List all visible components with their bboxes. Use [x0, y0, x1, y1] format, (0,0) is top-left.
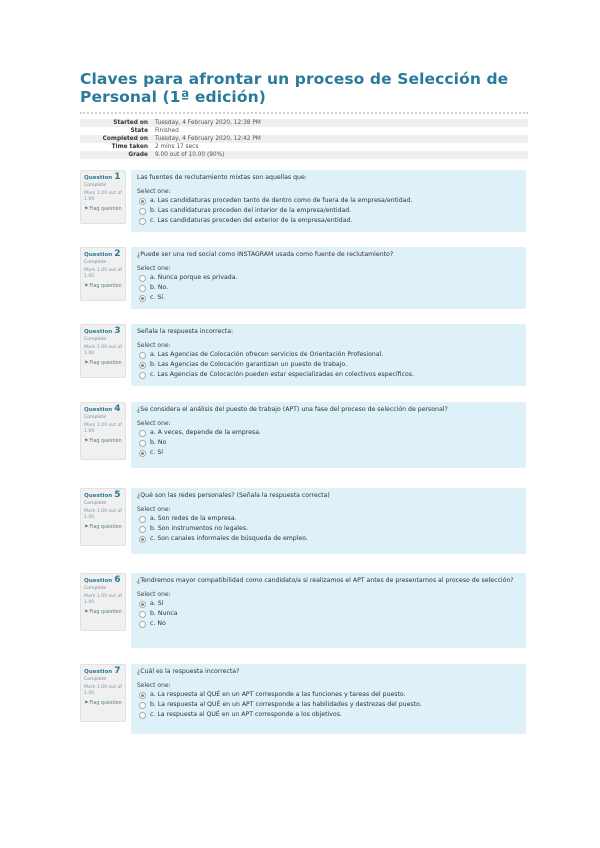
radio-button[interactable]	[139, 198, 146, 205]
answer-label: b. Nunca	[150, 610, 178, 617]
answer-label: c. Las Agencias de Colocación pueden estar especializadas en colectivos específicos.	[150, 371, 414, 378]
answer-label: a. Las candidaturas proceden tanto de dentro como de fuera de la empresa/entidad.	[150, 197, 413, 204]
radio-button[interactable]	[139, 621, 146, 628]
answer-label: b. Son instrumentos no legales.	[150, 525, 249, 532]
question-text: Las fuentes de reclutamiento mixtas son aquellas que:	[137, 174, 307, 181]
answer-option[interactable]	[137, 196, 520, 206]
question-mark: Mark 1.00 out of 1.00	[84, 191, 122, 202]
answer-list	[137, 599, 520, 629]
question-content	[131, 664, 526, 734]
answer-option[interactable]	[137, 609, 520, 619]
answer-list	[137, 350, 520, 380]
question-content	[131, 402, 526, 468]
answer-option[interactable]	[137, 534, 520, 544]
question-state: Complete	[84, 260, 107, 265]
question-number: Question 5	[84, 490, 121, 500]
flag-icon: ⚑	[84, 439, 89, 444]
summary-row-completed: Completed on Tuesday, 4 February 2020, 12:42 PM	[80, 135, 528, 143]
question-number: Question 4	[84, 404, 121, 414]
question-number: Question 6	[84, 575, 121, 585]
answer-option[interactable]	[137, 206, 520, 216]
answer-list	[137, 196, 520, 226]
radio-button[interactable]	[139, 526, 146, 533]
question-info	[80, 247, 126, 301]
answer-label: a. Son redes de la empresa.	[150, 515, 237, 522]
select-prompt: Select one:	[137, 591, 171, 598]
question-mark: Mark 1.00 out of 1.00	[84, 594, 122, 605]
question-info	[80, 324, 126, 378]
answer-option[interactable]	[137, 370, 520, 380]
answer-option[interactable]	[137, 283, 520, 293]
question-mark: Mark 1.00 out of 1.00	[84, 345, 122, 356]
answer-label: c. Sí.	[150, 294, 165, 301]
answer-list	[137, 428, 520, 458]
answer-label: c. Las candidaturas proceden del exterior de la empresa/entidad.	[150, 217, 353, 224]
question-content	[131, 324, 526, 386]
question-text: ¿Puede ser una red social como INSTAGRAM usada como fuente de reclutamiento?	[137, 251, 394, 258]
question-text: ¿Cuál es la respuesta incorrecta?	[137, 668, 240, 675]
answer-option[interactable]	[137, 438, 520, 448]
answer-label: c. No	[150, 620, 166, 627]
answer-list	[137, 690, 520, 720]
attempt-summary	[80, 119, 528, 159]
select-prompt: Select one:	[137, 342, 171, 349]
answer-option[interactable]	[137, 619, 520, 629]
radio-button[interactable]	[139, 218, 146, 225]
answer-label: b. No	[150, 439, 167, 446]
question-number: Question 1	[84, 172, 121, 182]
answer-label: c. La respuesta al QUÉ en un APT corresponde a los objetivos.	[150, 711, 342, 718]
question-info	[80, 488, 126, 546]
select-prompt: Select one:	[137, 188, 171, 195]
question-info	[80, 402, 126, 460]
question-text: ¿Se considera el análisis del puesto de trabajo (APT) una fase del proceso de selección de personal?	[137, 406, 448, 413]
radio-button[interactable]	[139, 536, 146, 543]
radio-button[interactable]	[139, 372, 146, 379]
select-prompt: Select one:	[137, 420, 171, 427]
question-text: ¿Qué son las redes personales? (Señala la respuesta correcta)	[137, 492, 330, 499]
radio-button[interactable]	[139, 450, 146, 457]
flag-icon: ⚑	[84, 525, 89, 530]
question-state: Complete	[84, 415, 107, 420]
question-text: ¿Tendremos mayor compatibilidad como candidato/a si realizamos el APT antes de presentarnos al proceso de selección?	[137, 577, 514, 584]
select-prompt: Select one:	[137, 506, 171, 513]
flag-icon: ⚑	[84, 701, 89, 706]
radio-button[interactable]	[139, 285, 146, 292]
question-text: Señala la respuesta incorrecta:	[137, 328, 234, 335]
summary-row-grade: Grade 9.00 out of 10.00 (90%)	[80, 151, 528, 159]
question-state: Complete	[84, 501, 107, 506]
answer-option[interactable]	[137, 360, 520, 370]
answer-label: a. Sí	[150, 600, 164, 607]
question-mark: Mark 1.00 out of 1.00	[84, 268, 122, 279]
question-mark: Mark 1.00 out of 1.00	[84, 509, 122, 520]
answer-label: a. La respuesta al QUÉ en un APT corresponde a las funciones y tareas del puesto.	[150, 691, 406, 698]
select-prompt: Select one:	[137, 682, 171, 689]
answer-option[interactable]	[137, 524, 520, 534]
answer-label: c. Son canales informales de búsqueda de empleo.	[150, 535, 308, 542]
radio-button[interactable]	[139, 601, 146, 608]
question-info	[80, 573, 126, 631]
answer-label: a. Las Agencias de Colocación ofrecen servicios de Orientación Profesional.	[150, 351, 384, 358]
question-state: Complete	[84, 677, 107, 682]
radio-button[interactable]	[139, 430, 146, 437]
question-content	[131, 573, 526, 648]
summary-row-state: State Finished	[130, 128, 179, 134]
flag-icon: ⚑	[84, 610, 89, 615]
question-state: Complete	[84, 586, 107, 591]
answer-list	[137, 273, 520, 303]
flag-icon: ⚑	[84, 361, 89, 366]
quiz-review-page	[80, 70, 528, 159]
answer-label: b. Las Agencias de Colocación garantizan un puesto de trabajo.	[150, 361, 348, 368]
answer-option[interactable]	[137, 350, 520, 360]
answer-label: c. Sí	[150, 449, 163, 456]
answer-option[interactable]	[137, 599, 520, 609]
question-info	[80, 664, 126, 722]
radio-button[interactable]	[139, 295, 146, 302]
answer-list	[137, 514, 520, 544]
answer-option[interactable]	[137, 293, 520, 303]
radio-button[interactable]	[139, 208, 146, 215]
page-title: Claves para afrontar un proceso de Selección de Personal (1ª edición)	[80, 70, 509, 106]
answer-label: b. La respuesta al QUÉ en un APT corresponde a las habilidades y destrezas del puesto.	[150, 701, 422, 708]
flag-question-link[interactable]: ⚑Flag question	[84, 361, 122, 366]
flag-question-link[interactable]: ⚑Flag question	[84, 439, 122, 444]
title-separator	[80, 112, 528, 114]
radio-button[interactable]	[139, 692, 146, 699]
answer-option[interactable]	[137, 448, 520, 458]
summary-row-time-taken: Time taken 2 mins 17 secs	[111, 144, 199, 150]
answer-option[interactable]	[137, 216, 520, 226]
flag-question-link[interactable]: ⚑Flag question	[84, 525, 122, 530]
radio-button[interactable]	[139, 275, 146, 282]
flag-question-link[interactable]: ⚑Flag question	[84, 284, 122, 289]
answer-option[interactable]	[137, 273, 520, 283]
select-prompt: Select one:	[137, 265, 171, 272]
answer-option[interactable]	[137, 700, 520, 710]
question-content	[131, 247, 526, 309]
question-number: Question 3	[84, 326, 121, 336]
flag-icon: ⚑	[84, 207, 89, 212]
question-content	[131, 170, 526, 232]
answer-label: b. No.	[150, 284, 169, 291]
answer-option[interactable]	[137, 514, 520, 524]
radio-button[interactable]	[139, 702, 146, 709]
answer-label: a. A veces, depende de la empresa.	[150, 429, 261, 436]
flag-question-link[interactable]: ⚑Flag question	[84, 610, 122, 615]
radio-button[interactable]	[139, 440, 146, 447]
radio-button[interactable]	[139, 362, 146, 369]
flag-question-link[interactable]: ⚑Flag question	[84, 701, 122, 706]
radio-button[interactable]	[139, 352, 146, 359]
question-state: Complete	[84, 337, 107, 342]
radio-button[interactable]	[139, 611, 146, 618]
question-number: Question 2	[84, 249, 121, 259]
question-mark: Mark 1.00 out of 1.00	[84, 685, 122, 696]
answer-option[interactable]	[137, 710, 520, 720]
question-state: Complete	[84, 183, 107, 188]
summary-row-started: Started on Tuesday, 4 February 2020, 12:38 PM	[80, 119, 528, 127]
question-info	[80, 170, 126, 224]
question-number: Question 7	[84, 666, 121, 676]
flag-question-link[interactable]: ⚑Flag question	[84, 207, 122, 212]
answer-label: b. Las candidaturas proceden del interior de la empresa/entidad.	[150, 207, 352, 214]
answer-label: a. Nunca porque es privada.	[150, 274, 238, 281]
flag-icon: ⚑	[84, 284, 89, 289]
question-mark: Mark 1.00 out of 1.00	[84, 423, 122, 434]
answer-option[interactable]	[137, 428, 520, 438]
answer-option[interactable]	[137, 690, 520, 700]
radio-button[interactable]	[139, 516, 146, 523]
radio-button[interactable]	[139, 712, 146, 719]
question-content	[131, 488, 526, 554]
